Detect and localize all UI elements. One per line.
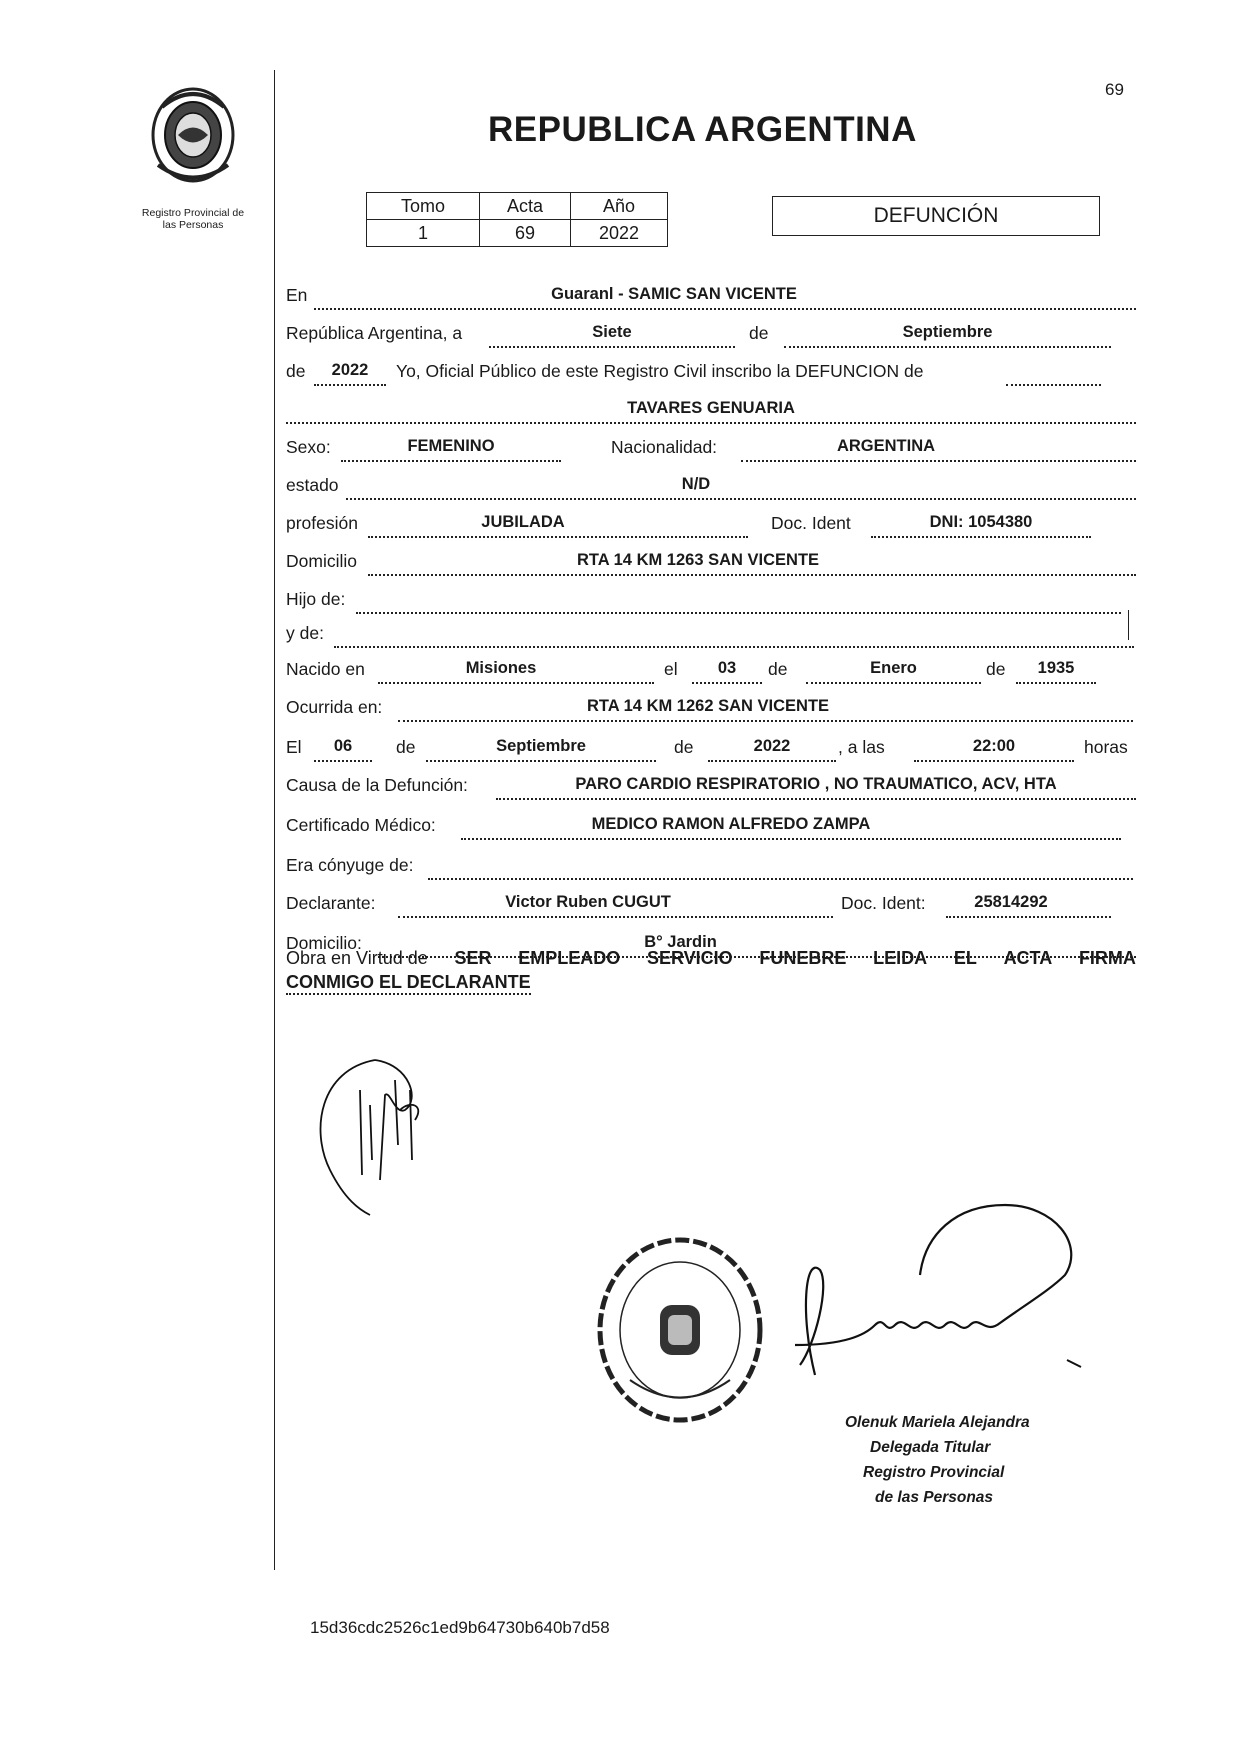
declarant-signature-icon — [300, 1050, 450, 1220]
oficial-text: Yo, Oficial Público de este Registro Civil inscribo la DEFUNCION de — [396, 361, 924, 381]
document-hash: 15d36cdc2526c1ed9b64730b640b7d58 — [310, 1618, 610, 1637]
nac-mes-value: Enero — [870, 659, 917, 677]
registry-name: Registro Provincial de las Personas — [141, 207, 245, 231]
doc2-label: Doc. Ident: — [841, 893, 926, 913]
obra-word: SERVICIO — [646, 948, 733, 968]
conyuge-label: Era cónyuge de: — [286, 855, 414, 875]
de-nac2-label: de — [986, 659, 1006, 679]
row-conyuge — [286, 852, 1136, 880]
en-label: En — [286, 285, 308, 305]
nacido-label: Nacido en — [286, 659, 365, 679]
certificado-value: MEDICO RAMON ALFREDO ZAMPA — [591, 815, 871, 833]
signatory-block — [845, 1410, 1030, 1510]
de-def2-label: de — [674, 737, 694, 757]
obra-word: LEIDA — [873, 948, 928, 968]
row-en — [286, 282, 1136, 310]
row-nombre — [286, 396, 1136, 424]
mes-value: Septiembre — [902, 323, 993, 341]
horas-label: horas — [1084, 737, 1128, 757]
ocurrida-label: Ocurrida en: — [286, 697, 383, 717]
anio-value: 2022 — [331, 361, 369, 379]
row-certificado — [286, 812, 1136, 840]
profesion-label: profesión — [286, 513, 358, 533]
acta-value: 69 — [480, 220, 571, 247]
anio-value: 2022 — [571, 220, 668, 247]
row-ocurrida — [286, 694, 1136, 722]
nac-anio-value: 1935 — [1037, 659, 1075, 677]
obra-line2: CONMIGO EL DECLARANTE — [286, 972, 531, 995]
row-nacido — [286, 656, 1136, 684]
certificado-label: Certificado Médico: — [286, 815, 436, 835]
declarante-label: Declarante: — [286, 893, 376, 913]
causa-label: Causa de la Defunción: — [286, 775, 468, 795]
acta-header: Acta — [480, 193, 571, 220]
obra-word: FIRMA — [1078, 948, 1136, 968]
republica-label: República Argentina, a — [286, 323, 463, 343]
obra-word: EMPLEADO — [518, 948, 621, 968]
el-label: el — [664, 659, 678, 679]
row-causa — [286, 772, 1136, 800]
row-declarante — [286, 890, 1136, 918]
estado-value: N/D — [681, 475, 711, 493]
anio-header: Año — [571, 193, 668, 220]
de-def-label: de — [396, 737, 416, 757]
de-nac-label: de — [768, 659, 788, 679]
row-sexo — [286, 434, 1136, 462]
page-title: REPUBLICA ARGENTINA — [488, 110, 917, 149]
row-yde — [286, 620, 1136, 648]
hora-value: 22:00 — [972, 737, 1016, 755]
province-seal-icon — [148, 85, 238, 189]
row-hijo — [286, 586, 1136, 614]
obra-word: ACTA — [1003, 948, 1053, 968]
de-anio-label: de — [286, 361, 306, 381]
estado-label: estado — [286, 475, 339, 495]
nacionalidad-label: Nacionalidad: — [611, 437, 718, 457]
dia-value: Siete — [592, 323, 632, 341]
signatory-name: Olenuk Mariela Alejandra — [845, 1414, 1030, 1431]
tomo-value: 1 — [367, 220, 480, 247]
record-type-box: DEFUNCIÓN — [772, 196, 1100, 236]
declarante-value: Victor Ruben CUGUT — [505, 893, 671, 911]
el2-label: El — [286, 737, 302, 757]
domicilio-value: RTA 14 KM 1263 SAN VICENTE — [576, 551, 820, 569]
doc-label: Doc. Ident — [771, 513, 851, 533]
hijo-label: Hijo de: — [286, 589, 346, 609]
row-domicilio — [286, 548, 1136, 576]
row-fecha-def — [286, 734, 1136, 762]
row-estado — [286, 472, 1136, 500]
nac-dia-value: 03 — [717, 659, 737, 677]
nombre-value: TAVARES GENUARIA — [627, 399, 795, 417]
yde-label: y de: — [286, 623, 324, 643]
official-stamp-icon — [590, 1230, 770, 1430]
doc-value: DNI: 1054380 — [929, 513, 1033, 531]
row-fecha — [286, 320, 1136, 348]
domicilio-label: Domicilio — [286, 551, 357, 571]
obra-word: EL — [953, 948, 977, 968]
margin-line — [274, 70, 275, 1570]
obra-word: FUNEBRE — [759, 948, 847, 968]
obra-word: SER — [454, 948, 492, 968]
sexo-label: Sexo: — [286, 437, 331, 457]
tomo-header: Tomo — [367, 193, 480, 220]
nacido-en-value: Misiones — [465, 659, 537, 677]
obra-block — [286, 948, 1136, 995]
causa-value: PARO CARDIO RESPIRATORIO , NO TRAUMATICO, ACV, HTA — [575, 775, 1057, 793]
def-dia-value: 06 — [333, 737, 353, 755]
row-profesion — [286, 510, 1136, 538]
page-number: 69 — [1105, 80, 1124, 99]
row-anio — [286, 358, 1136, 386]
domicilio2-value: B° Jardin — [644, 933, 717, 951]
obra-label: Obra en Virtud de — [286, 948, 428, 968]
nacionalidad-value: ARGENTINA — [836, 437, 936, 455]
doc2-value: 25814292 — [974, 893, 1048, 911]
signatory-role: Delegada Titular — [870, 1439, 991, 1456]
de-label: de — [749, 323, 769, 343]
profesion-value: JUBILADA — [481, 513, 565, 531]
alas-label: , a las — [838, 737, 885, 757]
ocurrida-value: RTA 14 KM 1262 SAN VICENTE — [586, 697, 830, 715]
record-table — [366, 192, 668, 247]
official-signature-icon — [785, 1195, 1105, 1395]
signatory-org1: Registro Provincial — [863, 1464, 1005, 1481]
def-mes-value: Septiembre — [496, 737, 586, 755]
signatory-org2: de las Personas — [875, 1489, 994, 1506]
def-anio-value: 2022 — [753, 737, 791, 755]
sexo-value: FEMENINO — [407, 437, 495, 455]
en-value: Guaranl - SAMIC SAN VICENTE — [551, 285, 797, 303]
domicilio2-label: Domicilio: — [286, 933, 362, 953]
